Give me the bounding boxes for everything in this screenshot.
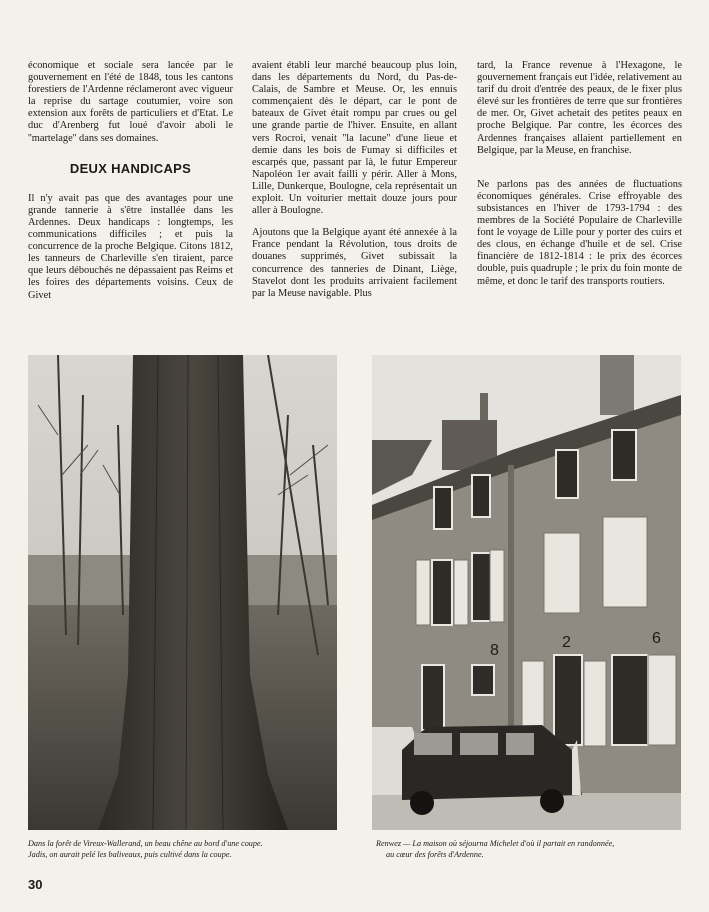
renwez-house-photo	[372, 355, 681, 830]
text-column-2	[252, 60, 457, 310]
house-number: 6	[652, 630, 661, 647]
paragraph: avaient établi leur marché beaucoup plus loin, dans les départements du Nord, du Pas-de-Calais, de Sambre et Meuse. Or, les ennuis commençaient dès le départ, car le pont de bateaux de Givet était rompu par crues ou gel une grande partie de l'hiver. Ensuite, en allant vers Rocroi, venait ''la lacune'' d'une lieue et demie dans les bois de Fumay si difficiles et escarpés que, passant par là, le futur Empereur Napoléon 1er avait failli y périr. Aller à Mons, Lille, Dunkerque, Boulogne, cela représentait un exploit. Un voiturier mettait douze jours pour aller à Boulogne.	[252, 60, 457, 217]
text-column-1	[28, 60, 233, 312]
forest-oak-image	[28, 355, 337, 830]
house-number: 2	[562, 634, 571, 651]
right-photo-caption	[372, 838, 681, 860]
caption-line: Dans la forêt de Vireux-Wallerand, un beau chêne au bord d'une coupe.	[28, 839, 263, 848]
paragraph: économique et sociale sera lancée par le gouvernement en l'été de 1848, tous les cantons forestiers de l'Ardenne réclameront avec vigueur la reprise du sartage coutumier, voire son extension aux forêts de particuliers et d'Etat. Le duc d'Arenberg fut loué d'avoir aboli le ''martelage'' dans ses domaines.	[28, 60, 233, 144]
text-column-3	[477, 60, 682, 298]
paragraph: Il n'y avait pas que des avantages pour une grande tannerie à s'être installée dans les Ardennes. Deux handicaps : longtemps, les communications difficiles ; et puis la concurrence de la proche Belgique. Citons 1812, les tanneurs de Charleville s'en tiraient, parce que leurs débouchés ne dépassaient pas Reims et les foires des départements voisins. Ceux de Givet	[28, 192, 233, 301]
house-number: 8	[490, 642, 499, 659]
caption-line: Renwez — La maison où séjourna Michelet d'où il partait en randonnée,	[376, 839, 615, 848]
section-heading: DEUX HANDICAPS	[69, 160, 192, 176]
caption-line: au cœur des forêts d'Ardenne.	[386, 850, 484, 859]
page-number: 30	[28, 877, 43, 892]
caption-line: Jadis, on aurait pelé les baliveaux, puis cultivé dans la coupe.	[28, 850, 232, 859]
forest-oak-photo	[28, 355, 337, 830]
left-photo-caption	[28, 838, 337, 860]
paragraph: Ne parlons pas des années de fluctuations économiques générales. Crise effroyable des subsistances en l'hiver de 1793-1794 : des membres de la Société Populaire de Charleville font le voyage de Lille pour y porter des cuirs et des clous, en échange d'huile et de sel. Crise financière de 1812-1814 : le prix des écorces double, puis quadruple ; le prix du foin monte de même, et donc le tarif des transports routiers.	[477, 178, 682, 287]
paragraph: tard, la France revenue à l'Hexagone, le gouvernement français eut l'idée, relativement au tarif du droit d'entrée des peaux, de le fixer plus élevé sur les frontières de terre que sur frontières de mer. Or, Givet achetait des petites peaux en proche Belgique. Par contre, les écorces des Ardennes françaises allaient partiellement en Belgique, par la Meuse, en franchise.	[477, 60, 682, 156]
renwez-house-image	[372, 355, 681, 830]
paragraph: Ajoutons que la Belgique ayant été annexée à la France pendant la Révolution, tous droits de douanes supprimés, Givet subissait la concurrence des tanneries de Dinant, Liège, Stavelot dont les produits arrivaient facilement par la Meuse navigable. Plus	[252, 227, 457, 299]
